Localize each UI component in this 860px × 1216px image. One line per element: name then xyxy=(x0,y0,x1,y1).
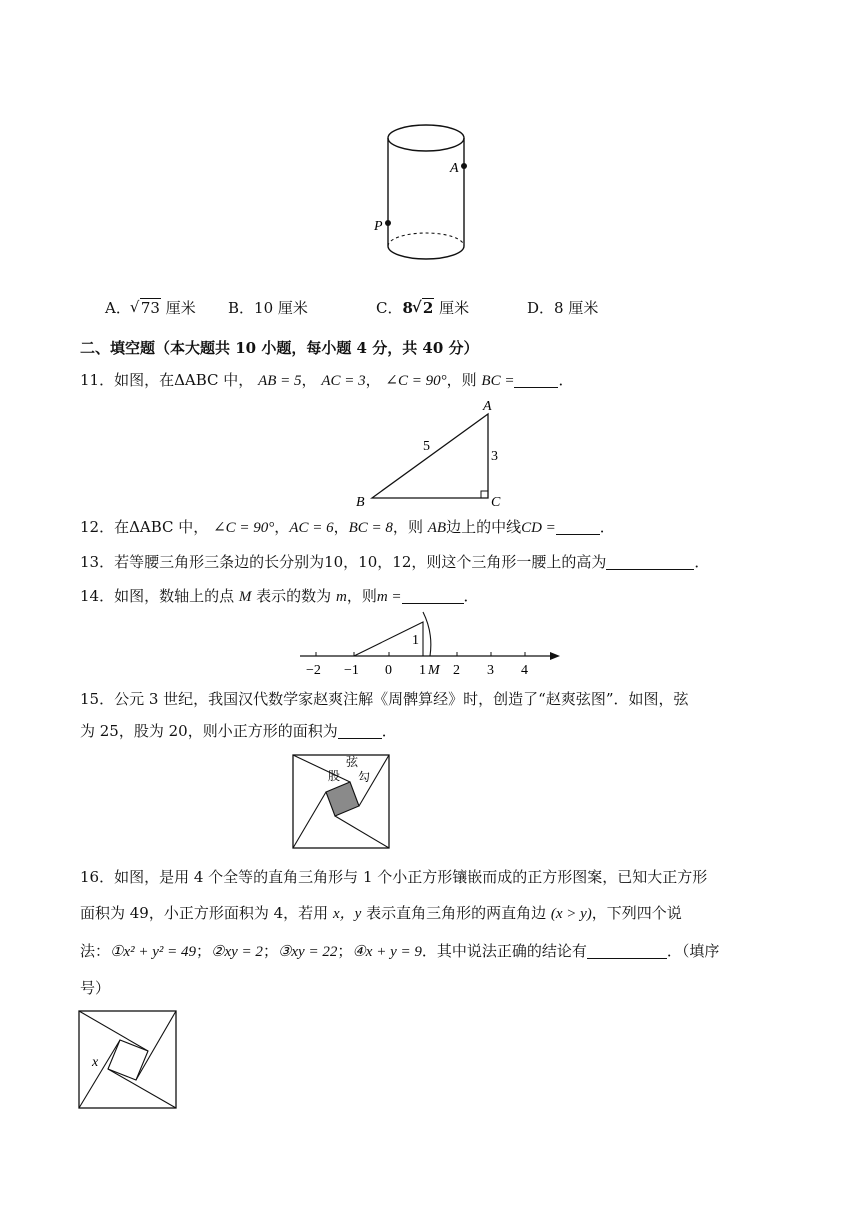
tick-label-neg1: −1 xyxy=(344,663,359,678)
choice-c xyxy=(376,297,469,319)
choice-c-coef: 8 xyxy=(402,299,413,317)
gou-label: 勾 xyxy=(358,770,371,784)
triangle-abc xyxy=(372,414,488,498)
q14-text1: 如图，数轴上的点 xyxy=(114,587,235,605)
question-13: 13．若等腰三角形三条边的长分别为10，10，12，则这个三角形一腰上的高为 ． xyxy=(80,553,710,571)
q16-opt2: ②xy = 2 xyxy=(211,944,263,960)
q12-target: CD = xyxy=(521,520,556,536)
point-p-dot xyxy=(385,220,391,226)
q16-opt4: ④x + y = 9 xyxy=(352,944,422,960)
xian-label: 弦 xyxy=(346,755,359,769)
choice-b-unit: 厘米 xyxy=(277,299,308,317)
q16-line3b: ．其中说法正确的结论有 xyxy=(421,942,587,960)
q11-number: 11． xyxy=(80,371,115,389)
question-15 xyxy=(80,688,790,710)
number-line-arc xyxy=(423,612,431,656)
q13-text: 若等腰三角形三条边的长分别为10，10，12，则这个三角形一腰上的高为 xyxy=(114,553,607,571)
choice-a xyxy=(105,297,196,319)
q11-ask: 则 xyxy=(461,371,477,389)
x-label: x xyxy=(92,1055,99,1070)
question-16-line3: 法：①x² + y² = 49；②xy = 2；③xy = 22；④x + y = 9．其中说法正确的结论有 ．（填序 xyxy=(80,942,720,960)
point-a-label: A xyxy=(450,161,459,176)
right-angle-mark xyxy=(481,491,488,498)
choice-b-value: 10 xyxy=(254,299,274,317)
cylinder-bottom-back-dashed xyxy=(388,233,464,246)
choice-d-letter: D． xyxy=(527,299,555,317)
q16-line2a: 面积为 49，小正方形面积为 4，若用 xyxy=(80,904,329,922)
q13-number: 13． xyxy=(80,553,115,571)
number-line-figure xyxy=(296,608,566,678)
q16-line2c: 表示直角三角形的两直角边 xyxy=(366,904,547,922)
q14-text2: 表示的数为 xyxy=(256,587,332,605)
q16-opt3: ③xy = 22 xyxy=(277,944,338,960)
q11-target: BC = xyxy=(481,373,515,389)
q15-line2: 为 25，股为 20，则小正方形的面积为 xyxy=(80,722,338,740)
pinwheel-square-figure xyxy=(78,1010,180,1112)
number-line-arrow xyxy=(550,652,560,660)
q12-cond-ac: AC = 6 xyxy=(289,520,334,536)
q16-line3c: ．（填序 xyxy=(666,942,720,960)
q16-line2d: ，下列四个说 xyxy=(591,904,682,922)
choice-d xyxy=(527,297,598,319)
q16-answer-blank[interactable] xyxy=(587,942,667,959)
tick-label-neg2: −2 xyxy=(306,663,321,678)
zhao-shuang-figure xyxy=(292,754,392,850)
q16-opt1: ①x² + y² = 49 xyxy=(110,944,197,960)
q14-point: M xyxy=(238,589,252,605)
q16-line1: 如图，是用 4 个全等的直角三角形与 1 个小正方形镶嵌而成的正方形图案，已知大正方形 xyxy=(114,868,708,886)
question-16 xyxy=(80,866,790,888)
choice-c-radicand: 2 xyxy=(422,299,434,317)
q15-line1: 公元 3 世纪，我国汉代数学家赵爽注解《周髀算经》时，创造了“赵爽弦图”．如图，弦 xyxy=(114,690,689,708)
question-15-cont: 为 25，股为 20，则小正方形的面积为 ． xyxy=(80,722,397,740)
q11-text: 如图，在ΔABC 中， xyxy=(114,371,254,389)
q12-ask: 则 xyxy=(407,518,423,536)
q16-line3a: 法： xyxy=(80,942,111,960)
tick-label-0: 0 xyxy=(385,663,392,678)
choice-c-unit: 厘米 xyxy=(439,299,470,317)
q14-number: 14． xyxy=(80,587,115,605)
choice-d-unit: 厘米 xyxy=(568,299,599,317)
vertex-b-label: B xyxy=(356,495,365,510)
question-12: 12．在ΔABC 中， ∠C = 90°，AC = 6，BC = 8，则 AB边上的中线CD = ． xyxy=(80,518,615,536)
vertex-c-label: C xyxy=(491,495,501,510)
choice-a-sqrt xyxy=(131,297,161,319)
vertex-a-label: A xyxy=(483,399,492,414)
q16-line4: 号） xyxy=(80,979,111,997)
tick-label-3: 3 xyxy=(487,663,494,678)
choice-c-letter: C． xyxy=(376,299,403,317)
q15-number: 15． xyxy=(80,690,115,708)
small-square xyxy=(108,1040,148,1080)
side-ac-label: 3 xyxy=(491,449,498,464)
q12-text: 在ΔABC 中， xyxy=(114,518,209,536)
q11-answer-blank[interactable] xyxy=(514,371,558,388)
q11-cond-ab: AB = 5 xyxy=(258,373,302,389)
question-14: 14．如图，数轴上的点 M 表示的数为 m，则m = ． xyxy=(80,587,479,605)
section-heading: 二、填空题（本大题共 10 小题，每小题 4 分，共 40 分） xyxy=(80,339,479,357)
segment-4 xyxy=(79,1040,120,1108)
side-ab-label: 5 xyxy=(423,439,430,454)
q12-number: 12． xyxy=(80,518,115,536)
choice-d-value: 8 xyxy=(554,299,564,317)
segment-3 xyxy=(108,1069,176,1108)
q14-var: m xyxy=(335,589,347,605)
q11-cond-ac: AC = 3 xyxy=(321,373,366,389)
choice-b xyxy=(228,297,308,319)
point-m-label: M xyxy=(428,663,440,678)
point-a-dot xyxy=(461,163,467,169)
choice-a-unit: 厘米 xyxy=(165,299,196,317)
choice-b-letter: B． xyxy=(228,299,255,317)
choice-a-radicand: 73 xyxy=(140,299,160,317)
q16-line2b: x，y xyxy=(332,906,362,922)
choice-a-letter: A． xyxy=(105,299,131,317)
q12-side: AB xyxy=(427,520,447,536)
q11-cond-angle: ∠C = 90° xyxy=(385,373,447,389)
gu-label: 股 xyxy=(328,769,341,783)
split-line-1 xyxy=(293,755,350,782)
tick-label-4: 4 xyxy=(521,663,528,678)
segment-1 xyxy=(79,1011,148,1051)
point-p-label: P xyxy=(374,219,383,234)
q12-cond-angle: ∠C = 90° xyxy=(213,520,275,536)
q15-answer-blank[interactable] xyxy=(338,722,382,739)
height-label: 1 xyxy=(412,633,419,648)
q12-answer-blank[interactable] xyxy=(556,518,600,535)
tick-label-2: 2 xyxy=(453,663,460,678)
split-line-4 xyxy=(293,792,326,848)
q13-answer-blank[interactable] xyxy=(606,553,694,570)
cylinder-bottom-front xyxy=(388,246,464,259)
cylinder-figure xyxy=(370,118,480,268)
q16-cond: (x > y) xyxy=(550,906,592,922)
q14-answer-blank[interactable] xyxy=(402,587,464,604)
question-11: 11．如图，在ΔABC 中， AB = 5， AC = 3， ∠C = 90°，则 BC = ． xyxy=(80,371,574,389)
tick-label-1: 1 xyxy=(419,663,426,678)
q14-text3: ，则 xyxy=(346,587,377,605)
choice-c-sqrt xyxy=(413,297,434,319)
inner-square xyxy=(326,782,359,816)
q12-tail: 边上的中线 xyxy=(446,518,522,536)
cylinder-top-ellipse xyxy=(388,125,464,151)
q14-target: m = xyxy=(376,589,402,605)
q16-number: 16． xyxy=(80,868,115,886)
question-16-line2 xyxy=(80,902,790,925)
q11-triangle-figure xyxy=(350,396,520,512)
split-line-3 xyxy=(335,816,389,848)
q12-cond-bc: BC = 8 xyxy=(348,520,393,536)
question-16-line4 xyxy=(80,977,790,999)
segment-2 xyxy=(136,1011,176,1080)
